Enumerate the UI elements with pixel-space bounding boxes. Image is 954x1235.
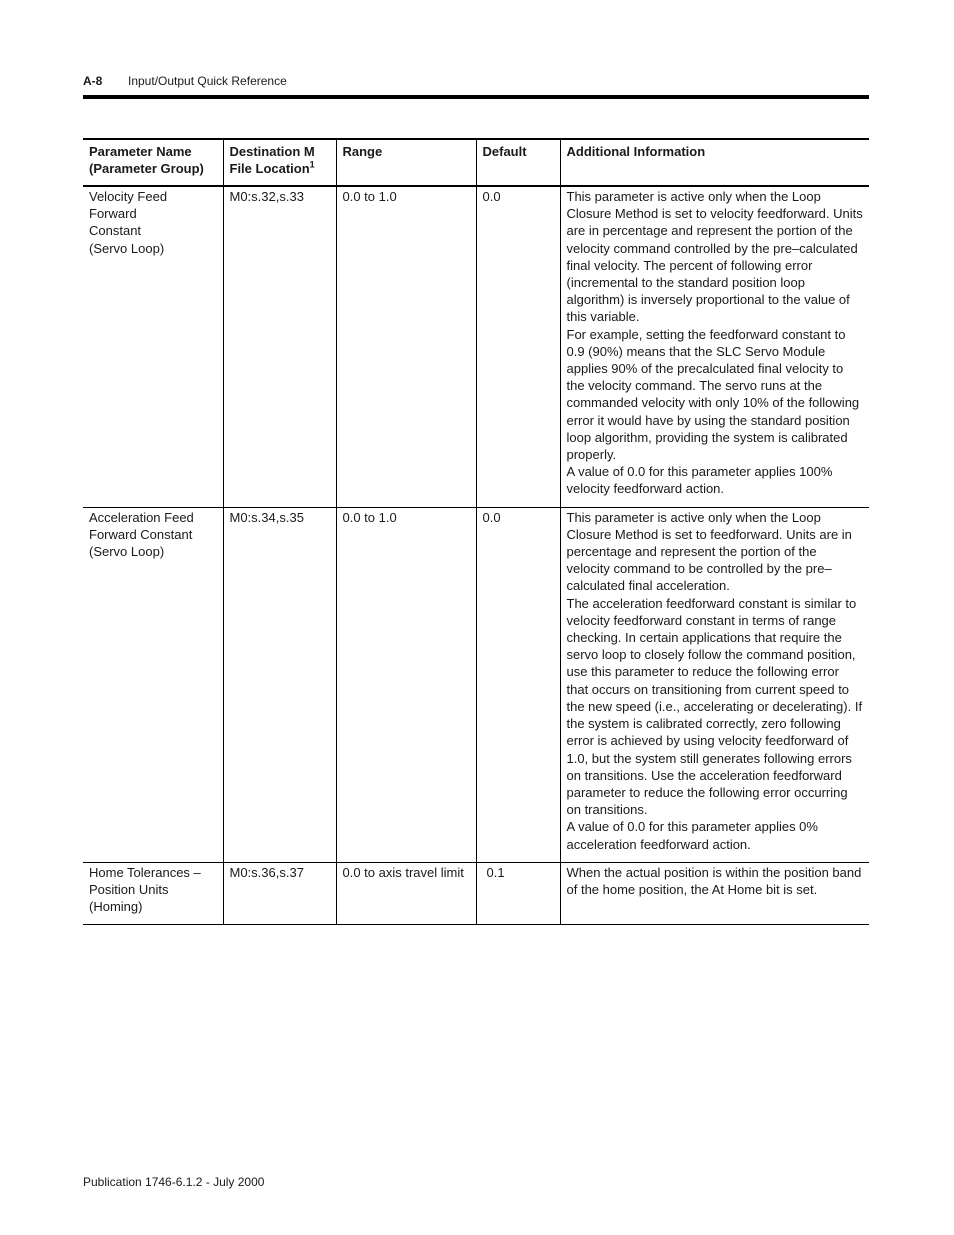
page-number: A-8 — [83, 74, 103, 88]
info-paragraph: A value of 0.0 for this parameter applies 0% acceleration feedforward action. — [566, 819, 818, 852]
column-header-parameter-name — [83, 139, 223, 186]
info-paragraph: This parameter is active only when the Loop Closure Method is set to feedforward. Units are in percentage and represent the portion of the velocity command to be controlled by the pre–calculated final acceleration. — [566, 509, 852, 594]
cell-additional-info — [560, 862, 869, 925]
cell-parameter-name — [83, 862, 223, 925]
parameter-group: (Homing) — [89, 899, 143, 915]
column-header-additional-info: Additional Information — [560, 139, 869, 186]
parameter-name-line: Position Units — [89, 881, 169, 897]
parameter-name-line: Forward Constant — [89, 526, 193, 542]
parameter-group: (Servo Loop) — [89, 240, 165, 256]
cell-default: 0.0 — [476, 186, 560, 507]
cell-default: 0.0 — [476, 507, 560, 862]
cell-file-location: M0:s.36,s.37 — [223, 862, 336, 925]
footnote-marker: 1 — [309, 159, 315, 170]
parameter-group: (Servo Loop) — [89, 544, 165, 560]
column-header-range: Range — [336, 139, 476, 186]
info-paragraph: A value of 0.0 for this parameter applies 100% velocity feedforward action. — [566, 464, 833, 497]
cell-parameter-name — [83, 186, 223, 507]
table-header-row — [83, 139, 869, 186]
cell-file-location: M0:s.32,s.33 — [223, 186, 336, 507]
publication-footer: Publication 1746-6.1.2 - July 2000 — [83, 1175, 265, 1189]
column-header-parameter-name-line1: Parameter Name — [89, 144, 192, 159]
cell-parameter-name — [83, 507, 223, 862]
table-row — [83, 862, 869, 925]
column-header-default: Default — [476, 139, 560, 186]
header-rule — [83, 95, 869, 99]
column-header-destination-line1: Destination M — [229, 144, 315, 159]
cell-range: 0.0 to 1.0 — [336, 507, 476, 862]
running-title: Input/Output Quick Reference — [128, 74, 287, 88]
column-header-destination-line2 — [230, 160, 330, 177]
parameter-table — [83, 138, 869, 925]
parameter-name-line: Velocity Feed Forward — [89, 189, 168, 222]
info-paragraph: This parameter is active only when the Loop Closure Method is set to velocity feedforward. Units are in percentage and represent the portion of the velocity command controlled by the pre–calculated final velocity. The percent of following error (incremental to the standard position loop algorithm) is inversely proportional to the value of this variable. — [566, 189, 863, 325]
column-header-parameter-name-line2: (Parameter Group) — [89, 161, 204, 177]
table-row — [83, 507, 869, 862]
table-row — [83, 186, 869, 507]
info-paragraph: For example, setting the feedforward constant to 0.9 (90%) means that the SLC Servo Module applies 90% of the precalculated final velocity to the velocity command. The servo runs at the commanded velocity with only 10% of the following error it would have by using the standard position loop algorithm, providing the system is calibrated properly. — [566, 326, 860, 463]
column-header-destination — [223, 139, 336, 186]
info-paragraph: When the actual position is within the position band of the home position, the At Home bit is set. — [566, 864, 862, 897]
column-header-destination-text: File Location — [229, 161, 310, 177]
parameter-name-line: Acceleration Feed — [89, 509, 194, 525]
parameter-name-line: Home Tolerances – — [89, 864, 201, 880]
page-header — [83, 72, 869, 92]
cell-range: 0.0 to 1.0 — [336, 186, 476, 507]
cell-file-location: M0:s.34,s.35 — [223, 507, 336, 862]
parameter-name-line: Constant — [89, 223, 142, 239]
info-paragraph: The acceleration feedforward constant is similar to velocity feedforward constant in terms of range checking. In certain applications that require the servo loop to closely follow the command position, use this parameter to reduce the following error that occurs on transitioning from current speed to the new speed (i.e., accelerating or decelerating). If the system is calibrated correctly, zero following error is achieved by using velocity feedforward of 1.0, but the system still generates following errors on transitions. Use the acceleration feedforward parameter to reduce the following error occurring on transitions. — [566, 595, 863, 818]
cell-default: 0.1 — [476, 862, 560, 925]
cell-additional-info — [560, 186, 869, 507]
cell-additional-info — [560, 507, 869, 862]
cell-range: 0.0 to axis travel limit — [336, 862, 476, 925]
